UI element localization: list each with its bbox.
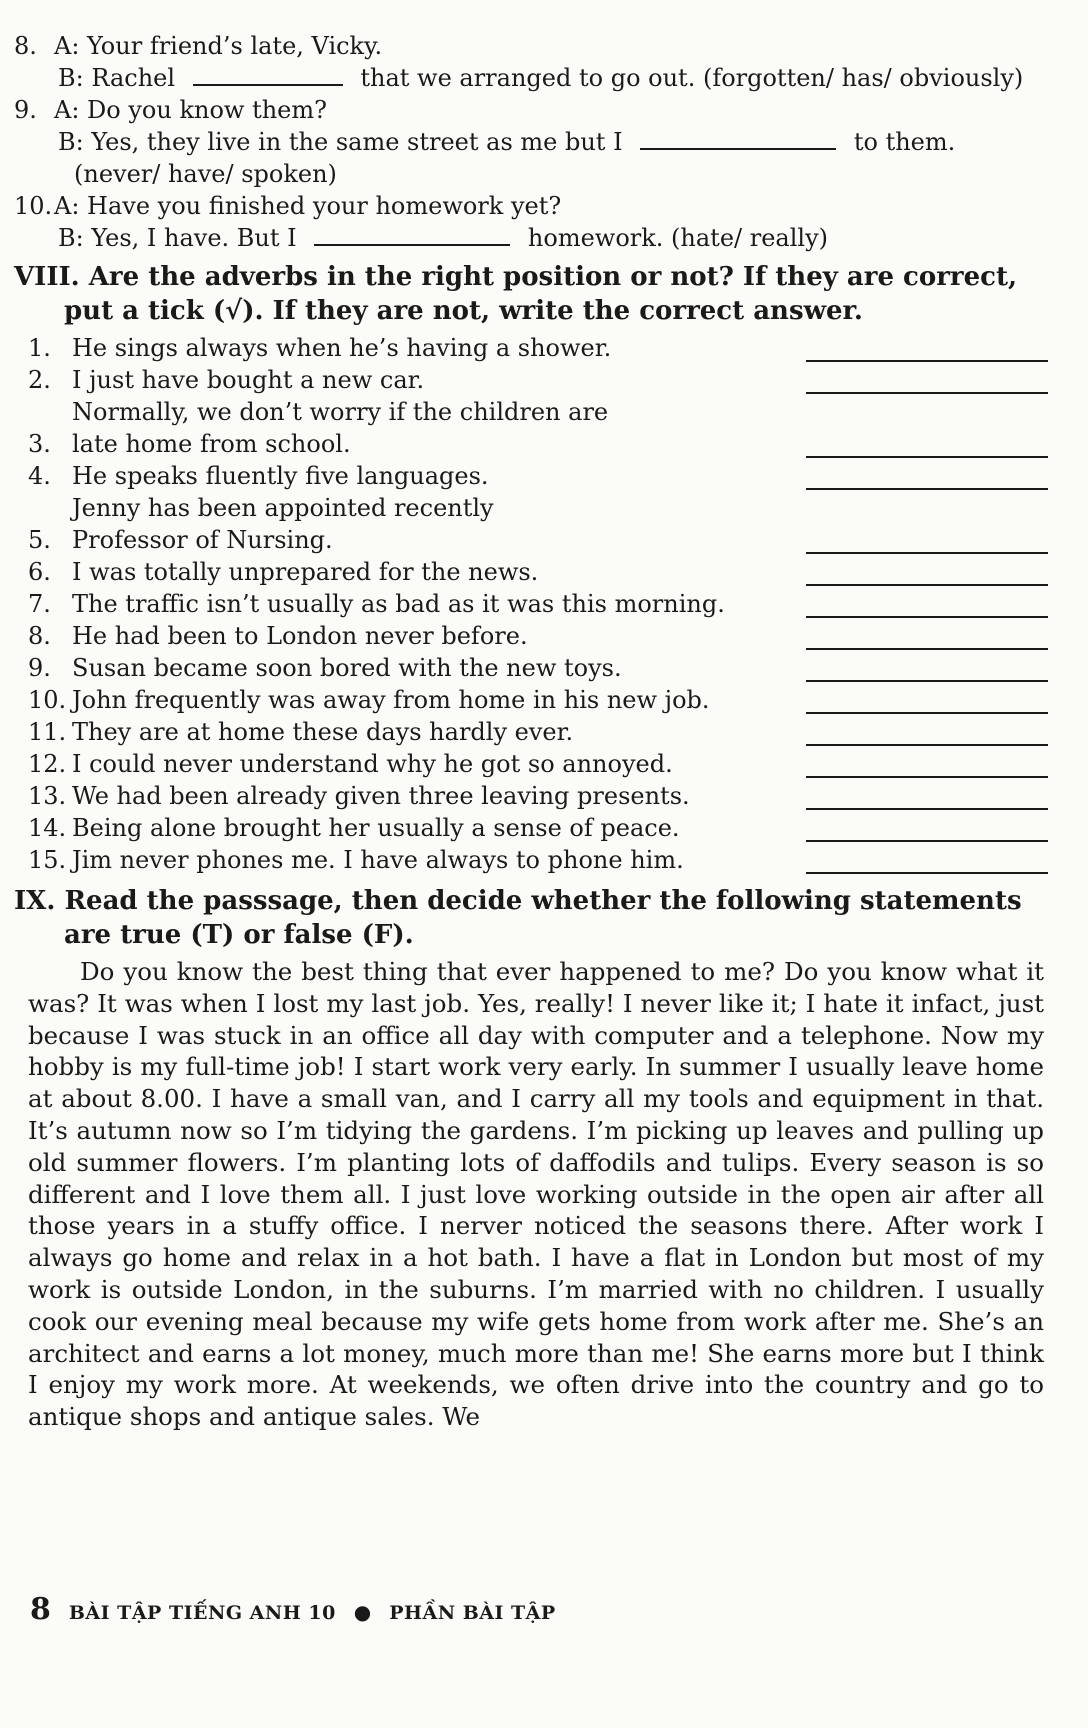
- dialogue-9-a: [14, 94, 1048, 126]
- item-sentence: [72, 332, 796, 364]
- answer-line[interactable]: [806, 658, 1048, 682]
- answer-line[interactable]: [806, 722, 1048, 746]
- sentence-line: Normally, we don’t worry if the children are: [72, 398, 609, 426]
- item-number: 4.: [28, 462, 51, 490]
- dialogue-8-a: [14, 30, 1048, 62]
- item-sentence: [72, 396, 796, 460]
- item-number: 10.: [28, 686, 67, 714]
- answer-line[interactable]: [806, 466, 1048, 490]
- dialogue-line-a: A: Have you finished your homework yet?: [54, 192, 562, 220]
- exercise-item: [14, 556, 1048, 588]
- sentence-line: late home from school.: [72, 430, 351, 458]
- answer-line[interactable]: [806, 370, 1048, 394]
- item-number: 11.: [28, 718, 67, 746]
- exercise-item: [14, 492, 1048, 556]
- sentence-line: I could never understand why he got so annoyed.: [72, 750, 673, 778]
- dialogue-10-b: [14, 222, 1048, 254]
- sentence-line: Susan became soon bored with the new toys.: [72, 654, 622, 682]
- item-number: 13.: [28, 782, 67, 810]
- answer-line[interactable]: [806, 626, 1048, 650]
- answer-line[interactable]: [806, 818, 1048, 842]
- item-sentence: [72, 812, 796, 844]
- heading-line: are true (T) or false (F).: [64, 920, 414, 950]
- dialogue-8-b: [14, 62, 1048, 94]
- dialogue-number: 10.: [14, 192, 53, 220]
- item-sentence: [72, 460, 796, 492]
- dialogue-line-b-end: to them.: [853, 128, 956, 156]
- book-part: PHẦN BÀI TẬP: [389, 1602, 556, 1624]
- item-number: 1.: [28, 334, 51, 362]
- sentence-line: Being alone brought her usually a sense of peace.: [72, 814, 680, 842]
- dialogue-line-b-end: homework. (hate/ really): [527, 224, 829, 252]
- dialogue-line-b-start: B: Yes, I have. But I: [58, 224, 297, 252]
- dialogue-9-b-cont: [14, 158, 1048, 190]
- item-number: 6.: [28, 558, 51, 586]
- exercise-item: [14, 812, 1048, 844]
- dialogue-line-b-end: that we arranged to go out. (forgotten/ has/ obviously): [360, 64, 1024, 92]
- answer-line[interactable]: [806, 594, 1048, 618]
- exercise-item: [14, 588, 1048, 620]
- exercise-item: [14, 364, 1048, 396]
- sentence-line: They are at home these days hardly ever.: [72, 718, 574, 746]
- section-ix-heading: [14, 884, 1048, 952]
- item-number: 5.: [28, 526, 51, 554]
- page-number: 8: [30, 1592, 51, 1627]
- item-number: 12.: [28, 750, 67, 778]
- item-number: 15.: [28, 846, 67, 874]
- item-number: 9.: [28, 654, 51, 682]
- exercise-item: [14, 332, 1048, 364]
- dialogue-line-a: A: Do you know them?: [54, 96, 328, 124]
- reading-passage: Do you know the best thing that ever happened to me? Do you know what it was? It was when I lost my last job. Yes, really! I never like it; I hate it infact, just because I was stuck in an office all day with computer and a telephone. Now my hobby is my full-time job! I start work very early. In summer I usually leave home at about 8.00. I have a small van, and I carry all my tools and equipment in that. It’s autumn now so I’m tidying the gardens. I’m picking up leaves and pulling up old summer flowers. I’m planting lots of daffodils and tulips. Every season is so different and I love them all. I just love working outside in the open air after all those years in a stuffy office. I nerver noticed the seasons there. After work I always go home and relax in a hot bath. I have a flat in London but most of my work is outside London, in the suburns. I’m married with no children. I usually cook our evening meal because my wife gets home from work after me. She’s an architect and earns a lot money, much more than me! She earns more but I think I enjoy my work more. At weekends, we often drive into the country and go to antique shops and antique sales. We: [28, 957, 1044, 1432]
- item-number: 8.: [28, 622, 51, 650]
- item-sentence: [72, 748, 796, 780]
- item-sentence: [72, 716, 796, 748]
- answer-blank[interactable]: [314, 226, 510, 246]
- item-number: 2.: [28, 366, 51, 394]
- item-number: 3.: [28, 430, 51, 458]
- item-sentence: [72, 620, 796, 652]
- exercise-item: [14, 748, 1048, 780]
- dialogue-exercise: [14, 30, 1048, 254]
- sentence-line: I just have bought a new car.: [72, 366, 425, 394]
- sentence-line: Professor of Nursing.: [72, 526, 333, 554]
- answer-line[interactable]: [806, 338, 1048, 362]
- exercise-item: [14, 716, 1048, 748]
- sentence-line: He sings always when he’s having a shower.: [72, 334, 612, 362]
- dialogue-number: 9.: [14, 96, 37, 124]
- heading-line: put a tick (√). If they are not, write the correct answer.: [64, 296, 863, 326]
- item-sentence: [72, 588, 796, 620]
- item-sentence: [72, 652, 796, 684]
- exercise-item: [14, 652, 1048, 684]
- dialogue-line-a: A: Your friend’s late, Vicky.: [54, 32, 383, 60]
- sentence-line: We had been already given three leaving presents.: [72, 782, 690, 810]
- dialogue-10-a: [14, 190, 1048, 222]
- heading-line: VIII. Are the adverbs in the right position or not? If they are correct,: [14, 262, 1018, 292]
- section-viii-heading: [14, 260, 1048, 328]
- page-footer: [30, 1592, 556, 1627]
- exercise-item: [14, 844, 1048, 876]
- answer-blank[interactable]: [193, 66, 343, 86]
- dialogue-hint: (never/ have/ spoken): [74, 160, 337, 188]
- heading-line: IX. Read the passsage, then decide whether the following statements: [14, 886, 1022, 916]
- answer-blank[interactable]: [640, 130, 836, 150]
- answer-line[interactable]: [806, 690, 1048, 714]
- item-sentence: [72, 844, 796, 876]
- exercise-item: [14, 396, 1048, 460]
- adverb-exercise-list: [14, 332, 1048, 876]
- dialogue-number: 8.: [14, 32, 37, 60]
- item-sentence: [72, 684, 796, 716]
- sentence-line: Jenny has been appointed recently: [72, 494, 494, 522]
- answer-line[interactable]: [806, 850, 1048, 874]
- exercise-item: [14, 620, 1048, 652]
- answer-line[interactable]: [806, 530, 1048, 554]
- sentence-line: John frequently was away from home in his new job.: [72, 686, 710, 714]
- book-title: BÀI TẬP TIẾNG ANH 10: [68, 1602, 336, 1624]
- item-number: 7.: [28, 590, 51, 618]
- item-sentence: [72, 364, 796, 396]
- item-sentence: [72, 492, 796, 556]
- exercise-item: [14, 780, 1048, 812]
- bullet-separator: ●: [353, 1600, 372, 1624]
- answer-line[interactable]: [806, 786, 1048, 810]
- dialogue-9-b: [14, 126, 1048, 158]
- sentence-line: The traffic isn’t usually as bad as it was this morning.: [72, 590, 725, 618]
- exercise-item: [14, 460, 1048, 492]
- item-sentence: [72, 780, 796, 812]
- dialogue-line-b-start: B: Rachel: [58, 64, 176, 92]
- answer-line[interactable]: [806, 754, 1048, 778]
- answer-line[interactable]: [806, 562, 1048, 586]
- sentence-line: Jim never phones me. I have always to phone him.: [72, 846, 684, 874]
- sentence-line: He speaks fluently five languages.: [72, 462, 489, 490]
- sentence-line: I was totally unprepared for the news.: [72, 558, 539, 586]
- item-number: 14.: [28, 814, 67, 842]
- dialogue-line-b-start: B: Yes, they live in the same street as me but I: [58, 128, 623, 156]
- sentence-line: He had been to London never before.: [72, 622, 528, 650]
- exercise-item: [14, 684, 1048, 716]
- answer-line[interactable]: [806, 434, 1048, 458]
- item-sentence: [72, 556, 796, 588]
